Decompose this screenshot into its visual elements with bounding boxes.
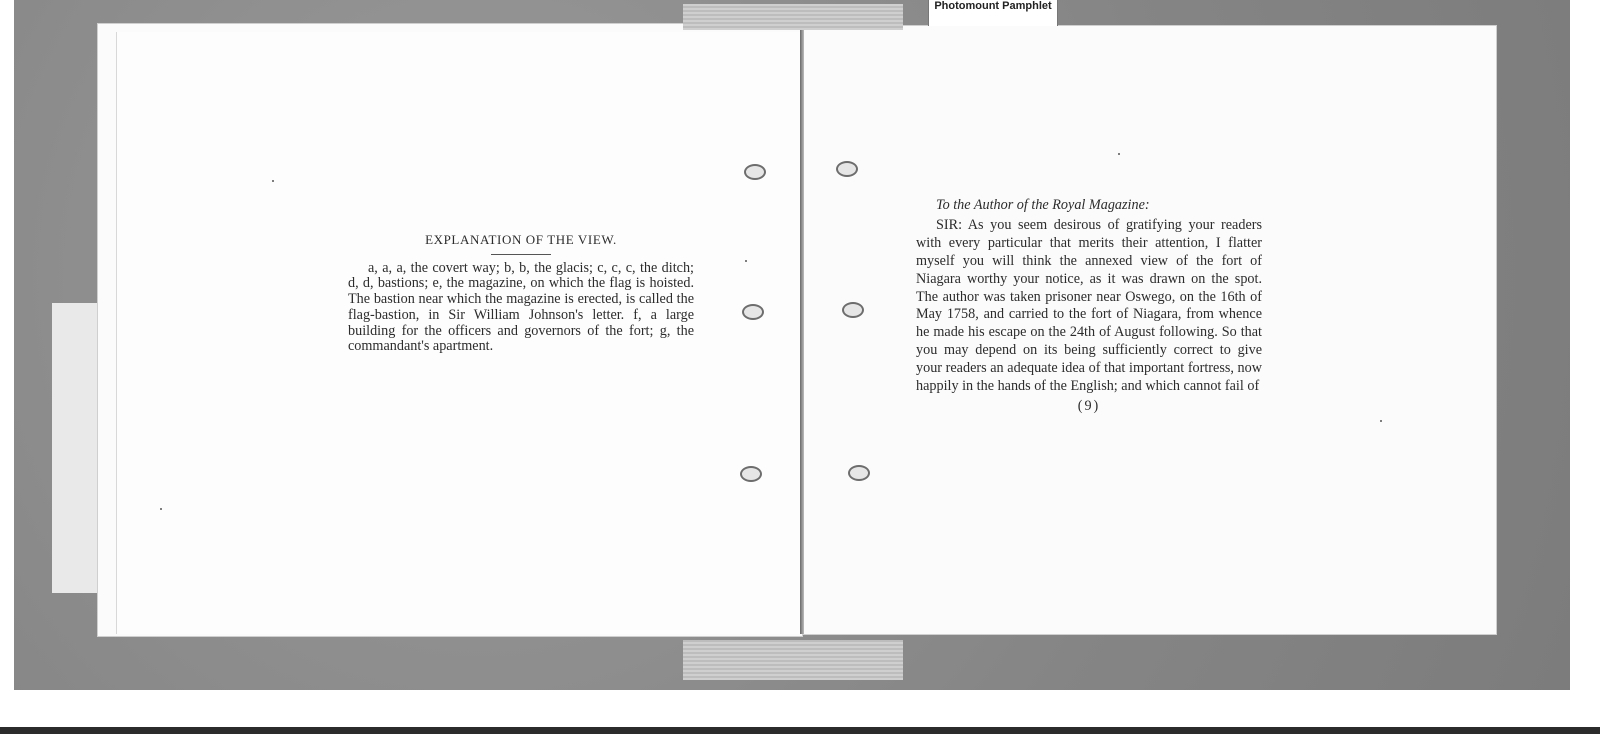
- stitch-hole: [836, 161, 858, 177]
- stitch-hole: [744, 164, 766, 180]
- stitch-hole: [740, 466, 762, 482]
- stitch-hole: [848, 465, 870, 481]
- scan-speck: [160, 508, 162, 510]
- scan-speck: [745, 260, 747, 262]
- binding-tape-bottom: [683, 640, 903, 680]
- heading-rule: [491, 254, 551, 255]
- scan-speck: [272, 180, 274, 182]
- binding-tape-top: [683, 4, 903, 30]
- stitch-hole: [842, 302, 864, 318]
- explanation-block: [348, 232, 694, 355]
- scan-speck: [1380, 420, 1382, 422]
- scan-edge: [0, 727, 1600, 734]
- explanation-text: a, a, a, the covert way; b, b, the glacis; c, c, c, the ditch; d, d, bastions; e, the magazine, on which the flag is hoisted. The bastion near which the magazine is erected, is called the flag-bastion, in Sir William Johnson's letter. f, a large building for the officers and governors of the fort; g, the commandant's apartment.: [348, 259, 694, 355]
- photomount-label-text: Photomount Pamphlet: [934, 0, 1052, 12]
- letter-block: [916, 197, 1262, 416]
- photomount-label: [928, 0, 1058, 26]
- explanation-heading: EXPLANATION OF THE VIEW.: [425, 232, 617, 247]
- book-spine: [800, 28, 804, 634]
- stitch-hole: [742, 304, 764, 320]
- scan-speck: [1118, 153, 1120, 155]
- page-number: (9): [1077, 397, 1101, 414]
- letter-salutation: To the Author of the Royal Magazine:: [936, 197, 1150, 213]
- letter-text: SIR: As you seem desirous of gratifying your readers with every particular that merits their attention, I flatter myself you will think the annexed view of the fort of Niagara worthy your notice, as it was drawn on the spot. The author was taken prisoner near Oswego, on the 16th of May 1758, and carried to the fort of Niagara, from whence he made his escape on the 24th of August following. So that you may depend on its being sufficiently correct to give your readers an adequate idea of that important fortress, now happily in the hands of the English; and which cannot fail of: [916, 216, 1262, 395]
